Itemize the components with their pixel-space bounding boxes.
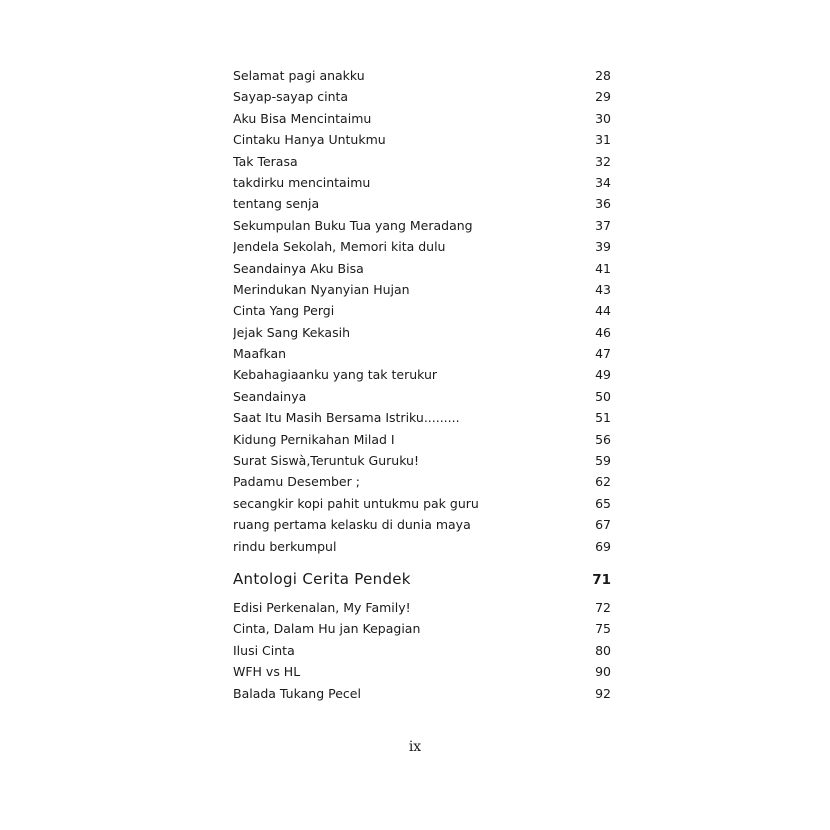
toc-entry <box>233 618 611 639</box>
toc-entry-title: rindu berkumpul <box>233 538 337 554</box>
toc-entry <box>233 193 611 214</box>
toc-entry-page: 67 <box>595 517 611 533</box>
toc-entry-title: Maafkan <box>233 346 287 362</box>
toc-entry-title: Seandainya <box>233 388 307 404</box>
toc-entry-page: 36 <box>595 196 611 212</box>
toc-entry-page: 44 <box>595 303 611 319</box>
toc-entry-title: Surat Siswà,Teruntuk Guruku! <box>233 453 419 469</box>
toc-entry <box>233 386 611 407</box>
toc-entry-title: Selamat pagi anakku <box>233 68 365 83</box>
toc-entry <box>233 236 611 257</box>
toc-entry-page: 28 <box>595 68 611 83</box>
toc-entry-page: 56 <box>595 431 611 447</box>
toc-entry-page: 49 <box>595 367 611 383</box>
toc-entry-page: 29 <box>595 89 611 105</box>
toc-entry-title: Cinta, Dalam Hu jan Kepagian <box>233 621 421 637</box>
toc-entry <box>233 258 611 279</box>
toc-entry <box>233 493 611 514</box>
toc-entry-title: Saat Itu Masih Bersama Istriku......... <box>233 410 460 426</box>
toc-entry <box>233 471 611 492</box>
toc-entry-page: 43 <box>595 281 611 297</box>
toc-entry-page: 30 <box>595 110 611 126</box>
toc-entry-title: Sekumpulan Buku Tua yang Meradang <box>233 217 473 233</box>
section-title: Antologi Cerita Pendek <box>233 569 411 588</box>
toc-entry-page: 90 <box>595 664 611 680</box>
toc-entry-page: 69 <box>595 538 611 554</box>
toc-entries-after <box>233 597 611 704</box>
toc-entry-page: 65 <box>595 495 611 511</box>
toc-entry <box>233 151 611 172</box>
toc-entry-title: Cinta Yang Pergi <box>233 303 335 319</box>
toc-entry-title: Aku Bisa Mencintaimu <box>233 110 372 126</box>
toc-entry-title: Kidung Pernikahan Milad I <box>233 431 395 447</box>
toc-entry-page: 47 <box>595 346 611 362</box>
toc-entry-page: 80 <box>595 642 611 658</box>
toc-entry-page: 31 <box>595 132 611 148</box>
toc-entry <box>233 364 611 385</box>
toc-entry <box>233 108 611 129</box>
toc-entry <box>233 343 611 364</box>
toc-entry-title: takdirku mencintaimu <box>233 174 371 190</box>
toc-entry-title: Balada Tukang Pecel <box>233 685 361 701</box>
toc-entry-page: 51 <box>595 410 611 426</box>
toc-entry <box>233 683 611 704</box>
toc-entry-page: 46 <box>595 324 611 340</box>
toc-entry <box>233 407 611 428</box>
toc-entries-before <box>233 65 611 557</box>
toc-entry <box>233 65 611 86</box>
toc-entry <box>233 300 611 321</box>
toc-entry-title: Edisi Perkenalan, My Family! <box>233 599 411 615</box>
toc-entry-page: 72 <box>595 599 611 615</box>
toc-entry <box>233 429 611 450</box>
toc-entry <box>233 86 611 107</box>
toc-entry <box>233 129 611 150</box>
toc-entry-page: 62 <box>595 474 611 490</box>
toc-entry-page: 59 <box>595 453 611 469</box>
section-page-number: 71 <box>592 571 611 588</box>
toc-entry-title: tentang senja <box>233 196 320 212</box>
toc-entry-page: 75 <box>595 621 611 637</box>
toc-entry-title: Kebahagiaanku yang tak terukur <box>233 367 438 383</box>
toc-entry-title: Seandainya Aku Bisa <box>233 260 364 276</box>
toc-entry-title: Tak Terasa <box>233 153 298 169</box>
toc-entry-title: Merindukan Nyanyian Hujan <box>233 281 410 297</box>
page-number: ix <box>408 739 422 755</box>
toc-entry-page: 37 <box>595 217 611 233</box>
toc-entry-page: 32 <box>595 153 611 169</box>
toc-entry <box>233 172 611 193</box>
toc-entry-title: Sayap-sayap cinta <box>233 89 349 105</box>
toc-entry <box>233 322 611 343</box>
toc-entry-title: WFH vs HL <box>233 664 301 680</box>
toc-entry-title: Padamu Desember ; <box>233 474 360 490</box>
toc-entry <box>233 279 611 300</box>
table-of-contents <box>233 65 611 704</box>
toc-entry-page: 34 <box>595 174 611 190</box>
toc-entry <box>233 597 611 618</box>
toc-entry-page: 41 <box>595 260 611 276</box>
toc-entry-title: Jendela Sekolah, Memori kita dulu <box>233 239 446 255</box>
toc-entry-title: secangkir kopi pahit untukmu pak guru <box>233 495 479 511</box>
toc-entry <box>233 640 611 661</box>
toc-entry-title: Cintaku Hanya Untukmu <box>233 132 386 148</box>
toc-entry <box>233 215 611 236</box>
toc-entry-page: 92 <box>595 685 611 701</box>
toc-entry-title: Jejak Sang Kekasih <box>233 324 350 340</box>
toc-entry-title: Ilusi Cinta <box>233 642 295 658</box>
toc-entry-title: ruang pertama kelasku di dunia maya <box>233 517 471 533</box>
toc-entry-page: 39 <box>595 239 611 255</box>
toc-entry <box>233 536 611 557</box>
toc-entry <box>233 514 611 535</box>
toc-entry-page: 50 <box>595 388 611 404</box>
toc-entry <box>233 450 611 471</box>
section-heading <box>233 567 611 591</box>
toc-entry <box>233 661 611 682</box>
